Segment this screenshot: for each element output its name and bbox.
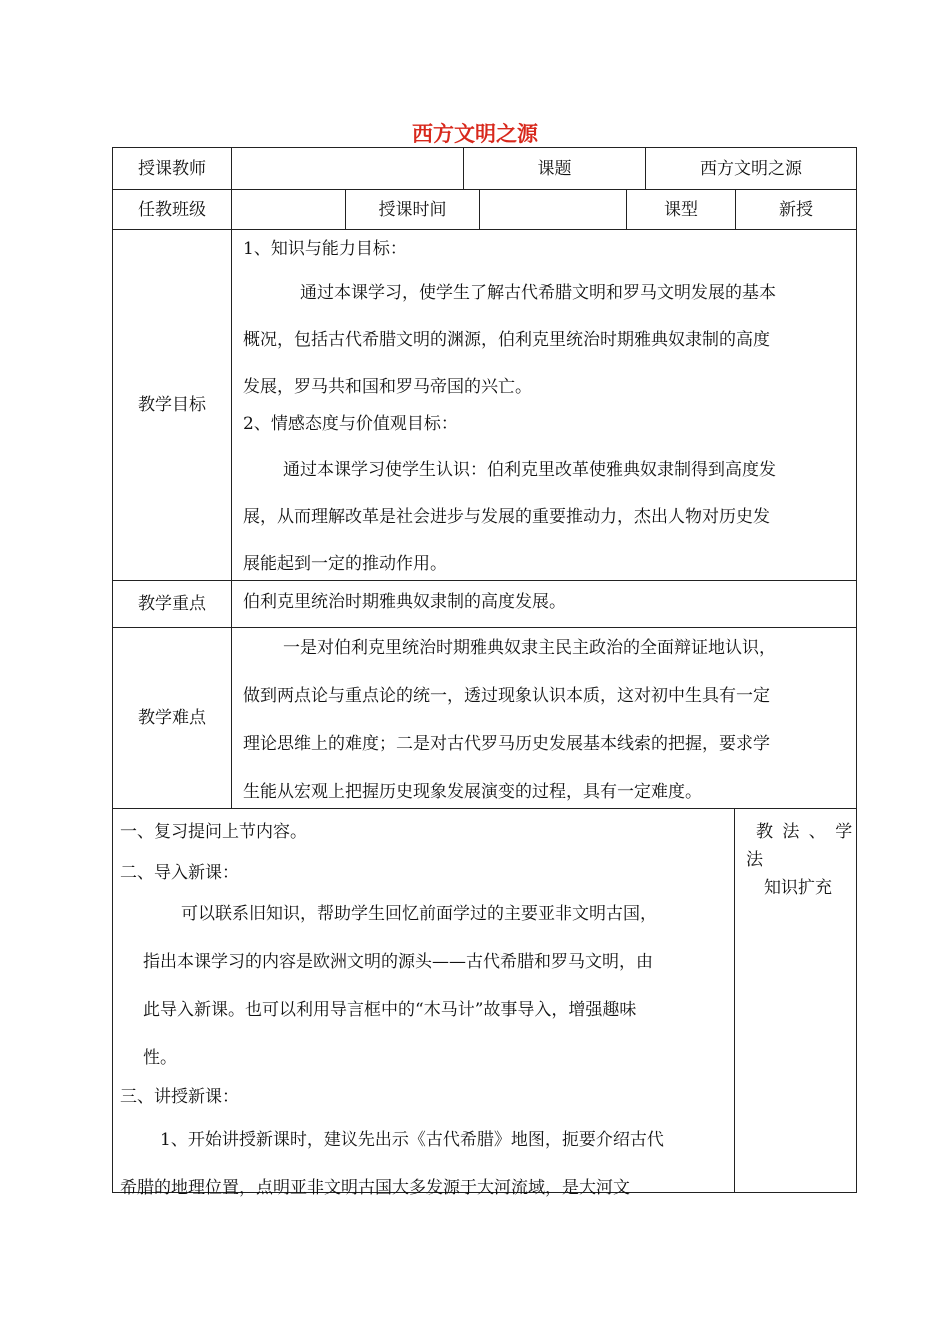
text-line: 生能从宏观上把握历史现象发展演变的过程，具有一定难度。 — [243, 782, 702, 802]
process-new-lesson-paragraph — [120, 1116, 664, 1212]
teacher-label: 授课教师 — [138, 158, 206, 179]
process-section-2: 二、导入新课： — [120, 863, 239, 883]
table-border — [231, 229, 232, 808]
difficulties-label: 教学难点 — [138, 708, 206, 728]
process-intro-paragraph — [143, 890, 657, 1082]
text-line: 发展，罗马共和国和罗马帝国的兴亡。 — [243, 377, 532, 397]
class-value — [232, 190, 345, 229]
topic-value: 西方文明之源 — [700, 158, 802, 179]
key-points-text: 伯利克里统治时期雅典奴隶制的高度发展。 — [243, 592, 566, 612]
text-line: 做到两点论与重点论的统一，透过现象认识本质，这对初中生具有一定 — [243, 686, 770, 706]
text-line: 通过本课学习，使学生了解古代希腊文明和罗马文明发展的基本 — [300, 283, 776, 303]
process-section-1: 一、复习提问上节内容。 — [120, 822, 307, 842]
methods-label-line-2: 法 — [746, 850, 763, 870]
table-border — [856, 147, 857, 1193]
class-label: 任教班级 — [138, 199, 206, 220]
objectives-label: 教学目标 — [138, 395, 206, 415]
topic-label: 课题 — [537, 158, 572, 179]
methods-label-line-1: 教 法 、 学 — [756, 822, 855, 842]
time-value — [480, 190, 626, 229]
objectives-paragraph-2 — [243, 447, 776, 588]
text-line: 希腊的地理位置，点明亚非文明古国大多发源于大河流域，是大河文 — [120, 1178, 630, 1198]
objectives-heading-1: 1、知识与能力目标： — [243, 239, 407, 259]
process-section-3: 三、讲授新课： — [120, 1087, 239, 1107]
document-title: 西方文明之源 — [412, 122, 538, 146]
objectives-paragraph-1 — [243, 270, 776, 411]
text-line: 一是对伯利克里统治时期雅典奴隶主民主政治的全面辩证地认识， — [283, 638, 776, 658]
key-points-label: 教学重点 — [138, 594, 206, 614]
extension-label: 知识扩充 — [764, 878, 832, 898]
text-line: 可以联系旧知识，帮助学生回忆前面学过的主要亚非文明古国， — [181, 904, 657, 924]
text-line: 理论思维上的难度；二是对古代罗马历史发展基本线索的把握，要求学 — [243, 734, 770, 754]
difficulties-paragraph — [243, 624, 776, 816]
text-line: 1、开始讲授新课时，建议先出示《古代希腊》地图，扼要介绍古代 — [160, 1130, 664, 1150]
type-label: 课型 — [664, 199, 698, 220]
text-line: 概况，包括古代希腊文明的渊源，伯利克里统治时期雅典奴隶制的高度 — [243, 330, 770, 350]
text-line: 性。 — [143, 1048, 177, 1068]
objectives-heading-2: 2、情感态度与价值观目标： — [243, 414, 458, 434]
text-line: 此导入新课。也可以利用导言框中的“木马计”故事导入，增强趣味 — [143, 1000, 637, 1020]
teacher-value — [232, 148, 463, 189]
text-line: 展能起到一定的推动作用。 — [243, 554, 447, 574]
text-line: 通过本课学习使学生认识：伯利克里改革使雅典奴隶制得到高度发 — [283, 460, 776, 480]
time-label: 授课时间 — [378, 199, 447, 220]
type-value: 新授 — [779, 199, 813, 220]
text-line: 展，从而理解改革是社会进步与发展的重要推动力，杰出人物对历史发 — [243, 507, 770, 527]
table-border — [734, 808, 735, 1192]
text-line: 指出本课学习的内容是欧洲文明的源头——古代希腊和罗马文明，由 — [143, 952, 653, 972]
